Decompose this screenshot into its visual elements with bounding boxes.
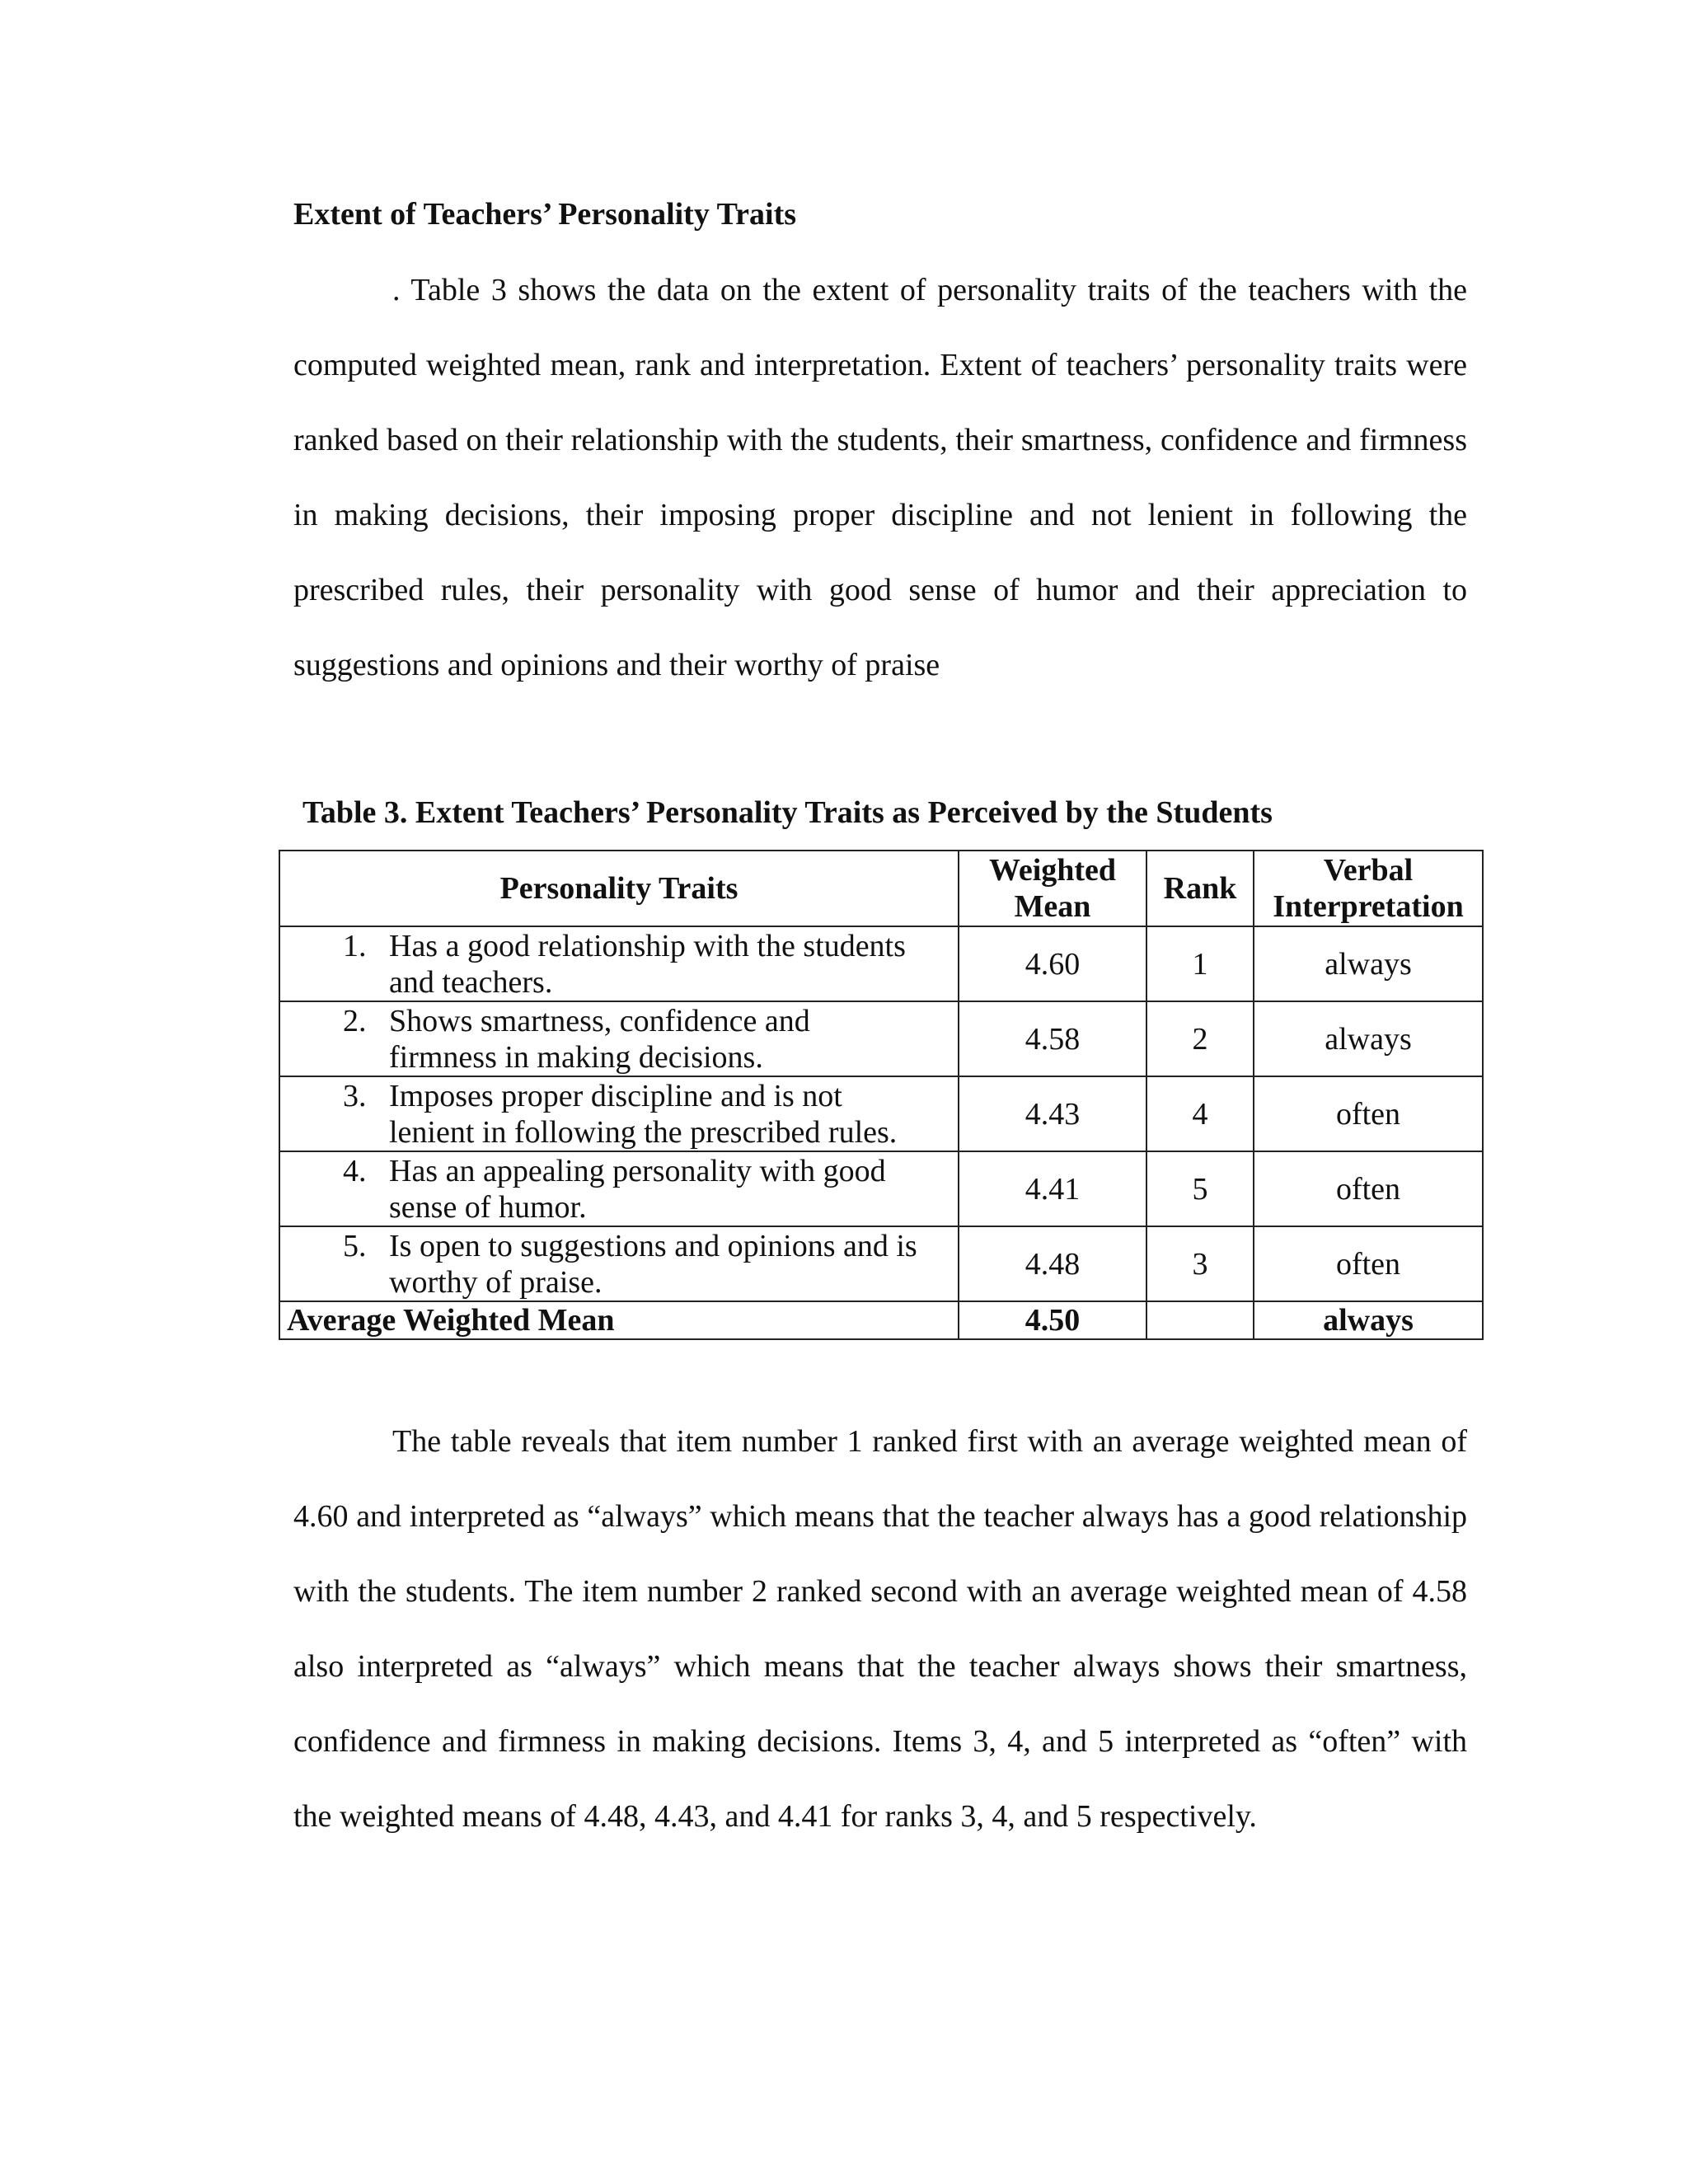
- weighted-mean-cell: 4.48: [959, 1226, 1146, 1301]
- average-mean-cell: 4.50: [959, 1301, 1146, 1339]
- header-verbal-interpretation-line2: Interpretation: [1273, 889, 1464, 924]
- rank-cell: 4: [1146, 1076, 1254, 1151]
- trait-number: 1.: [343, 928, 367, 963]
- rank-cell: 5: [1146, 1151, 1254, 1226]
- table-row: [279, 1226, 1483, 1301]
- interpretation-cell: often: [1254, 1226, 1483, 1301]
- weighted-mean-cell: 4.60: [959, 926, 1146, 1001]
- trait-text-line2: worthy of praise.: [389, 1264, 603, 1300]
- trait-number: 4.: [343, 1153, 367, 1188]
- trait-cell: [279, 1076, 959, 1151]
- interpretation-cell: always: [1254, 1001, 1483, 1076]
- trait-text: [389, 1153, 951, 1226]
- trait-text-line1: Is open to suggestions and opinions and is: [389, 1228, 917, 1263]
- rank-cell: 3: [1146, 1226, 1254, 1301]
- trait-cell: [279, 1226, 959, 1301]
- interpretation-cell: often: [1254, 1151, 1483, 1226]
- table-row: [279, 1076, 1483, 1151]
- trait-text: [389, 928, 951, 1001]
- personality-traits-table: [279, 850, 1484, 1340]
- table-caption: Table 3. Extent Teachers’ Personality Traits as Perceived by the Students: [302, 795, 1273, 830]
- weighted-mean-cell: 4.58: [959, 1001, 1146, 1076]
- trait-text-line1: Has a good relationship with the students: [389, 928, 906, 963]
- table-row: [279, 926, 1483, 1001]
- trait-text-line1: Has an appealing personality with good: [389, 1153, 886, 1188]
- trait-text: [389, 1003, 951, 1076]
- trait-text: [389, 1078, 951, 1151]
- trait-number: 3.: [343, 1078, 367, 1113]
- average-rank-cell: [1146, 1301, 1254, 1339]
- section-heading: Extent of Teachers’ Personality Traits: [293, 197, 797, 232]
- weighted-mean-cell: 4.43: [959, 1076, 1146, 1151]
- header-verbal-interpretation-line1: Verbal: [1323, 853, 1414, 888]
- rank-cell: 2: [1146, 1001, 1254, 1076]
- trait-cell: [279, 926, 959, 1001]
- trait-cell: [279, 1001, 959, 1076]
- trait-number: 5.: [343, 1228, 367, 1263]
- trait-text-line2: lenient in following the prescribed rules.: [389, 1114, 898, 1150]
- header-rank: Rank: [1146, 851, 1254, 926]
- trait-text: [389, 1228, 951, 1301]
- table-header-row: [279, 851, 1483, 926]
- interpretation-cell: often: [1254, 1076, 1483, 1151]
- weighted-mean-cell: 4.41: [959, 1151, 1146, 1226]
- header-verbal-interpretation: [1254, 851, 1483, 926]
- trait-number: 2.: [343, 1003, 367, 1038]
- average-label-cell: Average Weighted Mean: [279, 1301, 959, 1339]
- trait-text-line2: sense of humor.: [389, 1189, 587, 1225]
- trait-text-line1: Shows smartness, confidence and: [389, 1003, 810, 1038]
- table-row: [279, 1001, 1483, 1076]
- intro-paragraph: . Table 3 shows the data on the extent of personality traits of the teachers with the computed weighted mean, rank and interpretation. Extent of teachers’ personality traits were ranked based on their relationship with the students, their smartness, confidence and firmness in making decisions, their imposing proper discipline and not lenient in following the prescribed rules, their personality with good sense of humor and their appreciation to suggestions and opinions and their worthy of praise: [293, 273, 1467, 682]
- trait-text-line1: Imposes proper discipline and is not: [389, 1078, 842, 1113]
- header-weighted-mean: [959, 851, 1146, 926]
- interpretation-cell: always: [1254, 926, 1483, 1001]
- trait-text-line2: firmness in making decisions.: [389, 1039, 763, 1075]
- trait-text-line2: and teachers.: [389, 964, 553, 1000]
- average-row: [279, 1301, 1483, 1339]
- header-personality-traits: Personality Traits: [279, 851, 959, 926]
- trait-cell: [279, 1151, 959, 1226]
- header-weighted-mean-line2: Mean: [1014, 889, 1091, 924]
- table-row: [279, 1151, 1483, 1226]
- discussion-paragraph: The table reveals that item number 1 ranked first with an average weighted mean of 4.60 and interpreted as “always” which means that the teacher always has a good relationship with the students. The item number 2 ranked second with an average weighted mean of 4.58 also interpreted as “always” which means that the teacher always shows their smartness, confidence and firmness in making decisions. Items 3, 4, and 5 interpreted as “often” with the weighted means of 4.48, 4.43, and 4.41 for ranks 3, 4, and 5 respectively.: [293, 1424, 1467, 1834]
- rank-cell: 1: [1146, 926, 1254, 1001]
- header-weighted-mean-line1: Weighted: [988, 853, 1117, 888]
- average-interpretation-cell: always: [1254, 1301, 1483, 1339]
